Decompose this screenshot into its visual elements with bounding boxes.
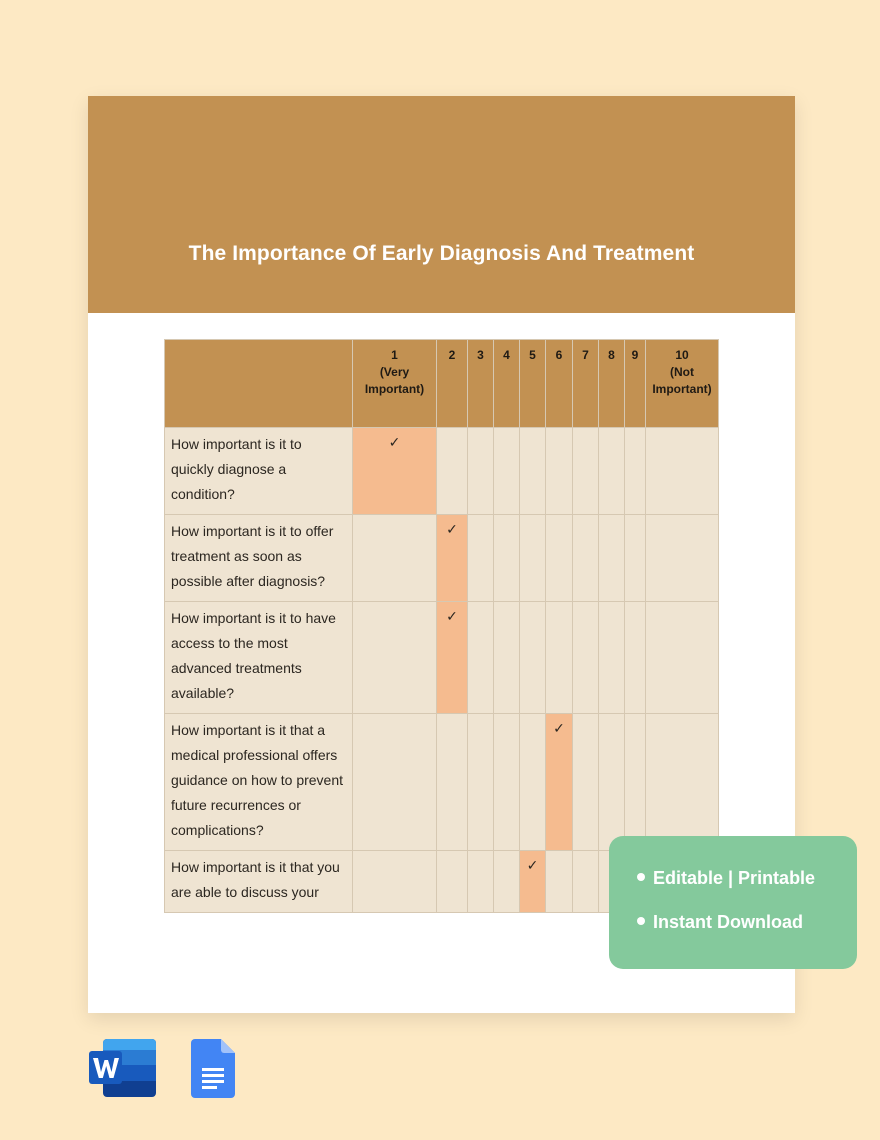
document-header	[88, 96, 795, 313]
rating-cell-10[interactable]	[646, 602, 719, 714]
table-row	[165, 714, 719, 851]
check-mark-icon: ✓	[526, 857, 539, 873]
check-mark-icon: ✓	[388, 434, 401, 450]
header-rating-5	[520, 340, 546, 428]
rating-cell-8[interactable]	[599, 602, 625, 714]
rating-cell-5[interactable]	[520, 851, 546, 913]
rating-cell-1[interactable]	[353, 515, 437, 602]
header-label: Important)	[364, 382, 425, 396]
rating-cell-8[interactable]	[599, 428, 625, 515]
document-title: The Importance Of Early Diagnosis And Treatment	[188, 242, 695, 265]
table-row	[165, 602, 719, 714]
rating-cell-6[interactable]	[546, 714, 573, 851]
rating-cell-9[interactable]	[625, 714, 646, 851]
header-rating-2	[437, 340, 468, 428]
rating-cell-2[interactable]	[437, 714, 468, 851]
rating-cell-1[interactable]	[353, 602, 437, 714]
rating-cell-10[interactable]	[646, 428, 719, 515]
rating-cell-10[interactable]	[646, 515, 719, 602]
question-text: How important is it to offer treatment as soon as possible after diagnosis?	[165, 515, 353, 602]
header-rating-7	[573, 340, 599, 428]
rating-cell-3[interactable]	[468, 602, 494, 714]
header-label: 6	[555, 348, 563, 362]
header-label: 10	[675, 348, 689, 362]
rating-cell-7[interactable]	[573, 851, 599, 913]
check-mark-icon: ✓	[446, 608, 458, 624]
rating-cell-4[interactable]	[494, 428, 520, 515]
rating-cell-4[interactable]	[494, 515, 520, 602]
rating-cell-2[interactable]	[437, 602, 468, 714]
rating-cell-7[interactable]	[573, 428, 599, 515]
rating-cell-3[interactable]	[468, 428, 494, 515]
rating-cell-5[interactable]	[520, 515, 546, 602]
badge-text-editable: Editable | Printable	[653, 868, 816, 888]
rating-cell-6[interactable]	[546, 851, 573, 913]
badge-item-download	[637, 912, 803, 933]
rating-cell-4[interactable]	[494, 602, 520, 714]
rating-cell-5[interactable]	[520, 714, 546, 851]
rating-cell-9[interactable]	[625, 602, 646, 714]
header-label: (Not	[670, 365, 694, 379]
header-rating-9	[625, 340, 646, 428]
bullet-icon	[637, 873, 645, 881]
rating-cell-2[interactable]	[437, 851, 468, 913]
header-label: 1	[391, 348, 398, 362]
rating-cell-7[interactable]	[573, 602, 599, 714]
header-label: 9	[631, 348, 639, 362]
rating-cell-3[interactable]	[468, 515, 494, 602]
microsoft-word-icon[interactable]	[89, 1039, 156, 1097]
rating-cell-8[interactable]	[599, 714, 625, 851]
rating-cell-6[interactable]	[546, 602, 573, 714]
rating-cell-3[interactable]	[468, 851, 494, 913]
badge-text-download: Instant Download	[653, 912, 803, 932]
google-docs-icon[interactable]	[191, 1039, 235, 1098]
rating-cell-4[interactable]	[494, 714, 520, 851]
header-label: Important)	[652, 382, 712, 396]
rating-cell-2[interactable]	[437, 428, 468, 515]
header-label: (Very	[379, 365, 410, 379]
rating-cell-1[interactable]	[353, 851, 437, 913]
header-rating-10	[646, 340, 719, 428]
question-text: How important is it to quickly diagnose a condition?	[165, 428, 353, 515]
badge-item-editable	[637, 868, 815, 889]
rating-cell-7[interactable]	[573, 714, 599, 851]
header-rating-4	[494, 340, 520, 428]
header-rating-8	[599, 340, 625, 428]
rating-cell-8[interactable]	[599, 515, 625, 602]
rating-cell-2[interactable]	[437, 515, 468, 602]
rating-cell-6[interactable]	[546, 515, 573, 602]
rating-cell-5[interactable]	[520, 428, 546, 515]
header-rating-3	[468, 340, 494, 428]
rating-cell-3[interactable]	[468, 714, 494, 851]
header-label: 4	[503, 348, 510, 362]
rating-cell-10[interactable]	[646, 714, 719, 851]
question-text: How important is it that you are able to discuss your	[165, 851, 353, 913]
rating-cell-9[interactable]	[625, 428, 646, 515]
rating-cell-7[interactable]	[573, 515, 599, 602]
header-label: 5	[529, 348, 536, 362]
rating-table	[164, 339, 719, 913]
check-mark-icon: ✓	[553, 720, 565, 736]
rating-cell-1[interactable]	[353, 428, 437, 515]
rating-cell-9[interactable]	[625, 515, 646, 602]
header-label: 8	[608, 348, 615, 362]
table-row	[165, 515, 719, 602]
header-rating-1	[353, 340, 437, 428]
rating-cell-4[interactable]	[494, 851, 520, 913]
features-badge	[609, 836, 857, 969]
question-text: How important is it to have access to the most advanced treatments available?	[165, 602, 353, 714]
header-rating-6	[546, 340, 573, 428]
rating-cell-6[interactable]	[546, 428, 573, 515]
table-header-row	[165, 340, 719, 428]
table-row	[165, 428, 719, 515]
header-label: 3	[477, 348, 484, 362]
rating-cell-1[interactable]	[353, 714, 437, 851]
header-label: 2	[448, 348, 456, 362]
rating-cell-5[interactable]	[520, 602, 546, 714]
check-mark-icon: ✓	[446, 521, 458, 537]
question-text: How important is it that a medical professional offers guidance on how to prevent future recurrences or complications?	[165, 714, 353, 851]
header-label: 7	[582, 348, 589, 362]
bullet-icon	[637, 917, 645, 925]
header-question-column	[165, 340, 353, 428]
